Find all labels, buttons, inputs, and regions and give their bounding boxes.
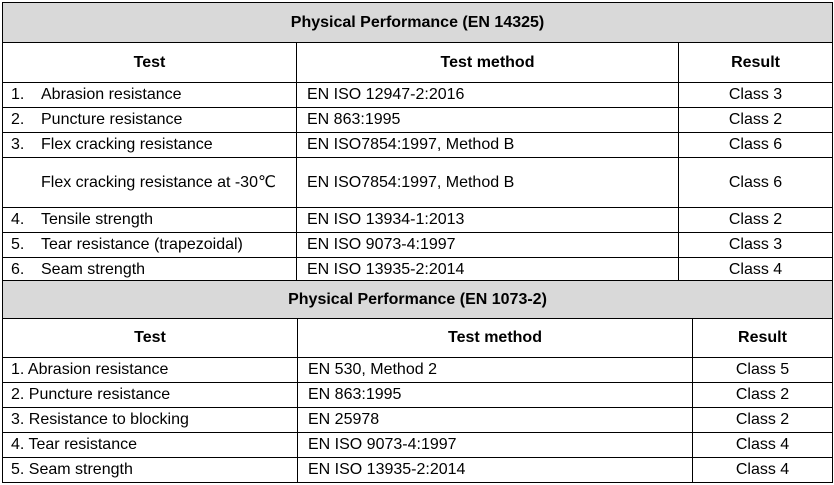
test-cell [3, 108, 297, 133]
method-cell: EN 530, Method 2 [298, 358, 693, 383]
method-cell: EN ISO 12947-2:2016 [297, 83, 679, 108]
result-cell: Class 4 [693, 433, 833, 458]
method-cell: EN ISO 13935-2:2014 [297, 258, 679, 283]
header-test: Test [3, 319, 298, 358]
test-cell: 2. Puncture resistance [3, 383, 298, 408]
test-cell [3, 158, 297, 208]
table-row [3, 133, 833, 158]
table-title-row [3, 3, 833, 43]
result-cell: Class 2 [679, 108, 833, 133]
row-number [11, 171, 41, 195]
row-number: 4. [11, 211, 25, 228]
table-title-row [3, 281, 833, 319]
test-name: Abrasion resistance [41, 86, 182, 103]
test-cell [3, 83, 297, 108]
result-cell: Class 6 [679, 133, 833, 158]
header-test-method: Test method [298, 319, 693, 358]
table-row [3, 433, 833, 458]
table-title: Physical Performance (EN 1073-2) [3, 281, 833, 319]
result-cell: Class 2 [693, 383, 833, 408]
table-row [3, 208, 833, 233]
method-cell: EN ISO 13934-1:2013 [297, 208, 679, 233]
row-number: 5. [11, 236, 25, 253]
header-result: Result [679, 43, 833, 83]
en1073-2-table [2, 280, 833, 483]
en14325-table [2, 2, 833, 283]
test-cell [3, 133, 297, 158]
header-row [3, 43, 833, 83]
test-cell: 4. Tear resistance [3, 433, 298, 458]
test-cell: 5. Seam strength [3, 458, 298, 483]
table-row [3, 108, 833, 133]
header-result: Result [693, 319, 833, 358]
result-cell: Class 6 [679, 158, 833, 208]
test-cell [3, 233, 297, 258]
result-cell: Class 3 [679, 83, 833, 108]
header-row [3, 319, 833, 358]
method-cell: EN 25978 [298, 408, 693, 433]
test-cell: 3. Resistance to blocking [3, 408, 298, 433]
result-cell: Class 5 [693, 358, 833, 383]
table-row [3, 158, 833, 208]
row-number: 6. [11, 261, 25, 278]
test-name: Tear resistance (trapezoidal) [41, 236, 243, 253]
table-title: Physical Performance (EN 14325) [3, 3, 833, 43]
method-cell: EN 863:1995 [297, 108, 679, 133]
header-test: Test [3, 43, 297, 83]
test-cell [3, 258, 297, 283]
row-number: 3. [11, 136, 25, 153]
result-cell: Class 2 [693, 408, 833, 433]
test-name: Flex cracking resistance [41, 136, 213, 153]
table-row [3, 358, 833, 383]
test-name: Seam strength [41, 261, 146, 278]
table-row [3, 258, 833, 283]
method-cell: EN ISO 13935-2:2014 [298, 458, 693, 483]
method-cell: EN ISO 9073-4:1997 [297, 233, 679, 258]
result-cell: Class 2 [679, 208, 833, 233]
table-row [3, 458, 833, 483]
method-cell: EN ISO7854:1997, Method B [297, 158, 679, 208]
row-number: 1. [11, 86, 25, 103]
result-cell: Class 4 [679, 258, 833, 283]
header-test-method: Test method [297, 43, 679, 83]
test-name: Flex cracking resistance at -30℃ [41, 173, 276, 191]
table-row [3, 408, 833, 433]
row-number: 2. [11, 111, 25, 128]
method-cell: EN 863:1995 [298, 383, 693, 408]
result-cell: Class 3 [679, 233, 833, 258]
table-row [3, 383, 833, 408]
result-cell: Class 4 [693, 458, 833, 483]
method-cell: EN ISO7854:1997, Method B [297, 133, 679, 158]
table-row [3, 233, 833, 258]
test-cell: 1. Abrasion resistance [3, 358, 298, 383]
test-cell [3, 208, 297, 233]
test-name: Puncture resistance [41, 111, 183, 128]
table-row [3, 83, 833, 108]
test-name: Tensile strength [41, 211, 154, 228]
method-cell: EN ISO 9073-4:1997 [298, 433, 693, 458]
